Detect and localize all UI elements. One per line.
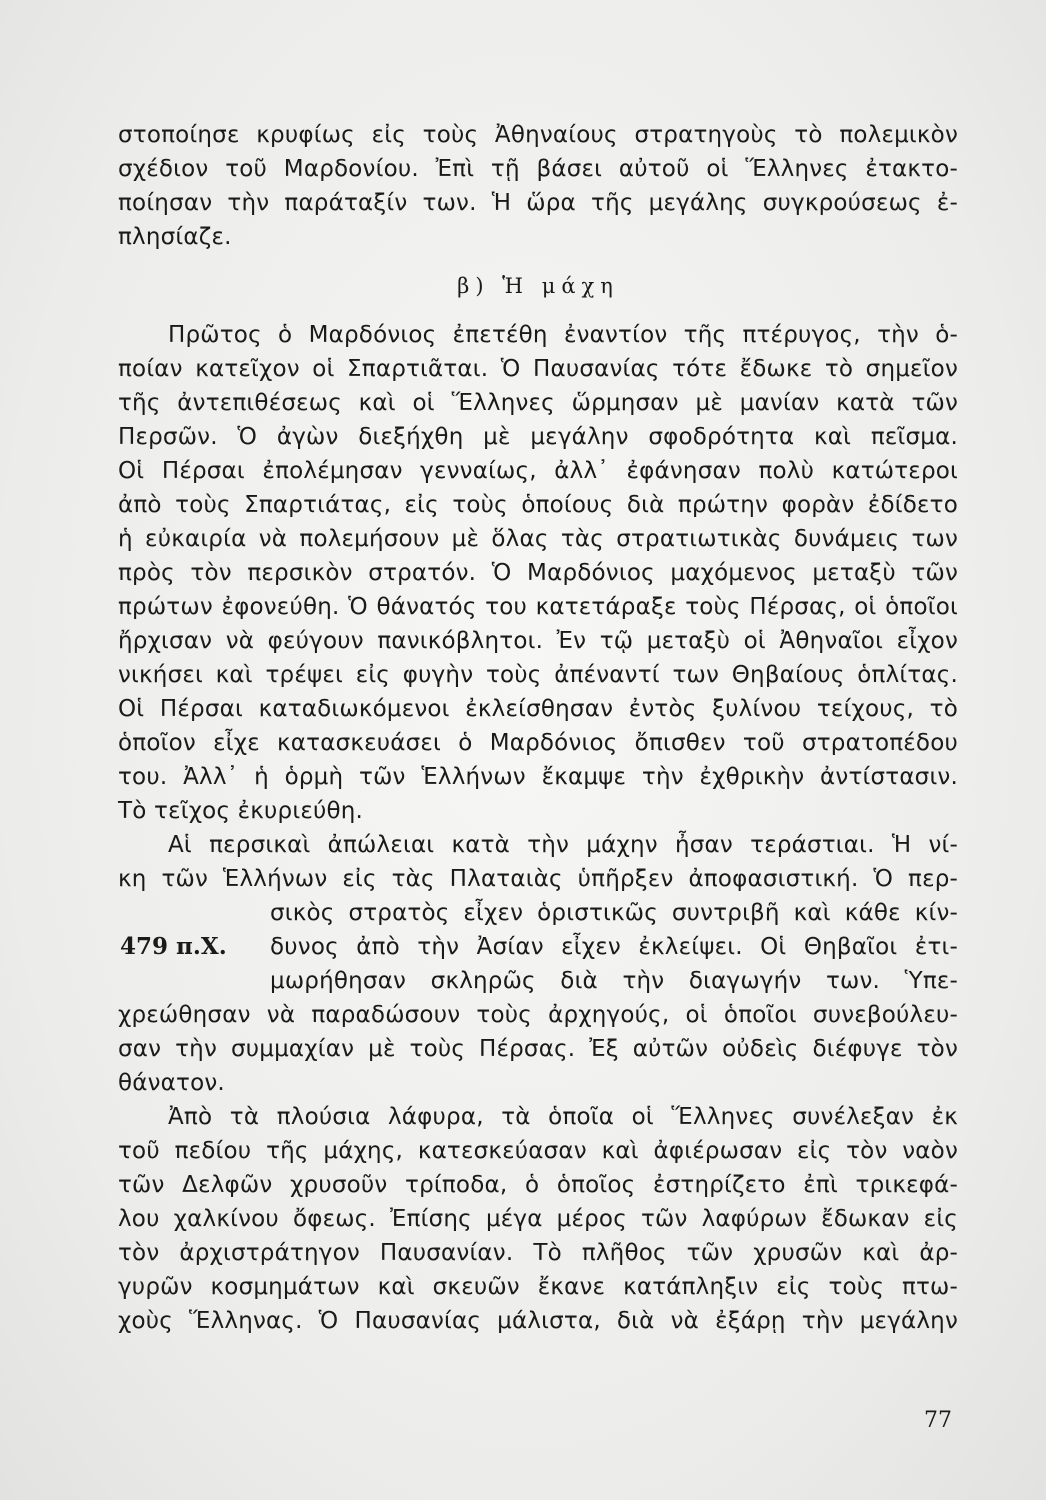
text-line: ποίησαν τὴν παράταξίν των. Ἡ ὥρα τῆς μεγάλης συγκρούσεως ἐ- xyxy=(118,190,958,216)
text-line: Τὸ τεῖχος ἐκυριεύθη. xyxy=(118,798,364,824)
text-line: Ἀπὸ τὰ πλούσια λάφυρα, τὰ ὁποῖα οἱ Ἕλληνες συνέλεξαν ἐκ xyxy=(168,1104,958,1130)
text-line: πρὸς τὸν περσικὸν στρατόν. Ὁ Μαρδόνιος μαχόμενος μεταξὺ τῶν xyxy=(118,560,958,586)
text-line: Οἱ Πέρσαι ἐπολέμησαν γενναίως, ἀλλ᾽ ἐφάνησαν πολὺ κατώτεροι xyxy=(118,458,958,484)
text-line: του. Ἀλλ᾽ ἡ ὁρμὴ τῶν Ἑλλήνων ἔκαμψε τὴν ἐχθρικὴν ἀντίστασιν. xyxy=(118,764,958,790)
text-line: σχέδιον τοῦ Μαρδονίου. Ἐπὶ τῇ βάσει αὐτοῦ οἱ Ἕλληνες ἐτακτο- xyxy=(118,156,958,182)
margin-note-block xyxy=(118,896,958,998)
paragraph-1 xyxy=(118,118,958,254)
text-line: στοποίησε κρυφίως εἰς τοὺς Ἀθηναίους στρατηγοὺς τὸ πολεμικὸν xyxy=(118,122,958,148)
text-line: γυρῶν κοσμημάτων καὶ σκευῶν ἔκανε κατάπληξιν εἰς τοὺς πτω- xyxy=(118,1274,958,1300)
text-line: Περσῶν. Ὁ ἀγὼν διεξήχθη μὲ μεγάλην σφοδρότητα καὶ πεῖσμα. xyxy=(118,424,958,450)
paragraph-2 xyxy=(118,318,958,828)
margin-date: 479 π.Χ. xyxy=(120,933,227,960)
text-line: κη τῶν Ἑλλήνων εἰς τὰς Πλαταιὰς ὑπῆρξεν ἀποφασιστική. Ὁ περ- xyxy=(118,866,958,892)
text-line: χρεώθησαν νὰ παραδώσουν τοὺς ἀρχηγούς, οἱ ὁποῖοι συνεβούλευ- xyxy=(118,1002,958,1028)
text-line: μωρήθησαν σκληρῶς διὰ τὴν διαγωγήν των. Ὑπε- xyxy=(270,968,958,994)
text-line: ποίαν κατεῖχον οἱ Σπαρτιᾶται. Ὁ Παυσανίας τότε ἔδωκε τὸ σημεῖον xyxy=(118,356,958,382)
page-body xyxy=(118,118,958,1338)
paragraph-3 xyxy=(118,828,958,1100)
page-number: 77 xyxy=(924,1408,952,1433)
text-line: νικήσει καὶ τρέψει εἰς φυγὴν τοὺς ἀπέναντί των Θηβαίους ὁπλίτας. xyxy=(118,662,958,688)
section-heading: β) Ἡ μάχη xyxy=(457,274,619,298)
text-line: σαν τὴν συμμαχίαν μὲ τοὺς Πέρσας. Ἐξ αὐτῶν οὐδεὶς διέφυγε τὸν xyxy=(118,1036,958,1062)
text-line: δυνος ἀπὸ τὴν Ἀσίαν εἶχεν ἐκλείψει. Οἱ Θηβαῖοι ἐτι- xyxy=(270,934,958,960)
text-line: Πρῶτος ὁ Μαρδόνιος ἐπετέθη ἐναντίον τῆς πτέρυγος, τὴν ὁ- xyxy=(168,322,958,348)
text-line: χοὺς Ἕλληνας. Ὁ Παυσανίας μάλιστα, διὰ νὰ ἐξάρῃ τὴν μεγάλην xyxy=(118,1308,958,1334)
text-line: ἡ εὐκαιρία νὰ πολεμήσουν μὲ ὅλας τὰς στρατιωτικὰς δυνάμεις των xyxy=(118,526,958,552)
text-line: τὸν ἀρχιστράτηγον Παυσανίαν. Τὸ πλῆθος τῶν χρυσῶν καὶ ἀρ- xyxy=(118,1240,958,1266)
text-line: ὁποῖον εἶχε κατασκευάσει ὁ Μαρδόνιος ὄπισθεν τοῦ στρατοπέδου xyxy=(118,730,958,756)
text-line: τοῦ πεδίου τῆς μάχης, κατεσκεύασαν καὶ ἀφιέρωσαν εἰς τὸν ναὸν xyxy=(118,1138,958,1164)
text-line: Αἱ περσικαὶ ἀπώλειαι κατὰ τὴν μάχην ἦσαν τεράστιαι. Ἡ νί- xyxy=(168,832,958,858)
paragraph-4 xyxy=(118,1100,958,1338)
text-line: ἀπὸ τοὺς Σπαρτιάτας, εἰς τοὺς ὁποίους διὰ πρώτην φορὰν ἐδίδετο xyxy=(118,492,958,518)
text-line: λου χαλκίνου ὄφεως. Ἐπίσης μέγα μέρος τῶν λαφύρων ἔδωκαν εἰς xyxy=(118,1206,958,1232)
text-line: θάνατον. xyxy=(118,1070,225,1096)
text-line: ἤρχισαν νὰ φεύγουν πανικόβλητοι. Ἐν τῷ μεταξὺ οἱ Ἀθηναῖοι εἶχον xyxy=(118,628,958,654)
text-line: τῆς ἀντεπιθέσεως καὶ οἱ Ἕλληνες ὥρμησαν μὲ μανίαν κατὰ τῶν xyxy=(118,390,958,416)
text-line: τῶν Δελφῶν χρυσοῦν τρίποδα, ὁ ὁποῖος ἐστηρίζετο ἐπὶ τρικεφά- xyxy=(118,1172,958,1198)
text-line: Οἱ Πέρσαι καταδιωκόμενοι ἐκλείσθησαν ἐντὸς ξυλίνου τείχους, τὸ xyxy=(118,696,958,722)
text-line: σικὸς στρατὸς εἶχεν ὁριστικῶς συντριβῆ καὶ κάθε κίν- xyxy=(270,900,958,926)
text-line: πρώτων ἐφονεύθη. Ὁ θάνατός του κατετάραξε τοὺς Πέρσας, οἱ ὁποῖοι xyxy=(118,594,958,620)
text-line: πλησίαζε. xyxy=(118,224,232,250)
